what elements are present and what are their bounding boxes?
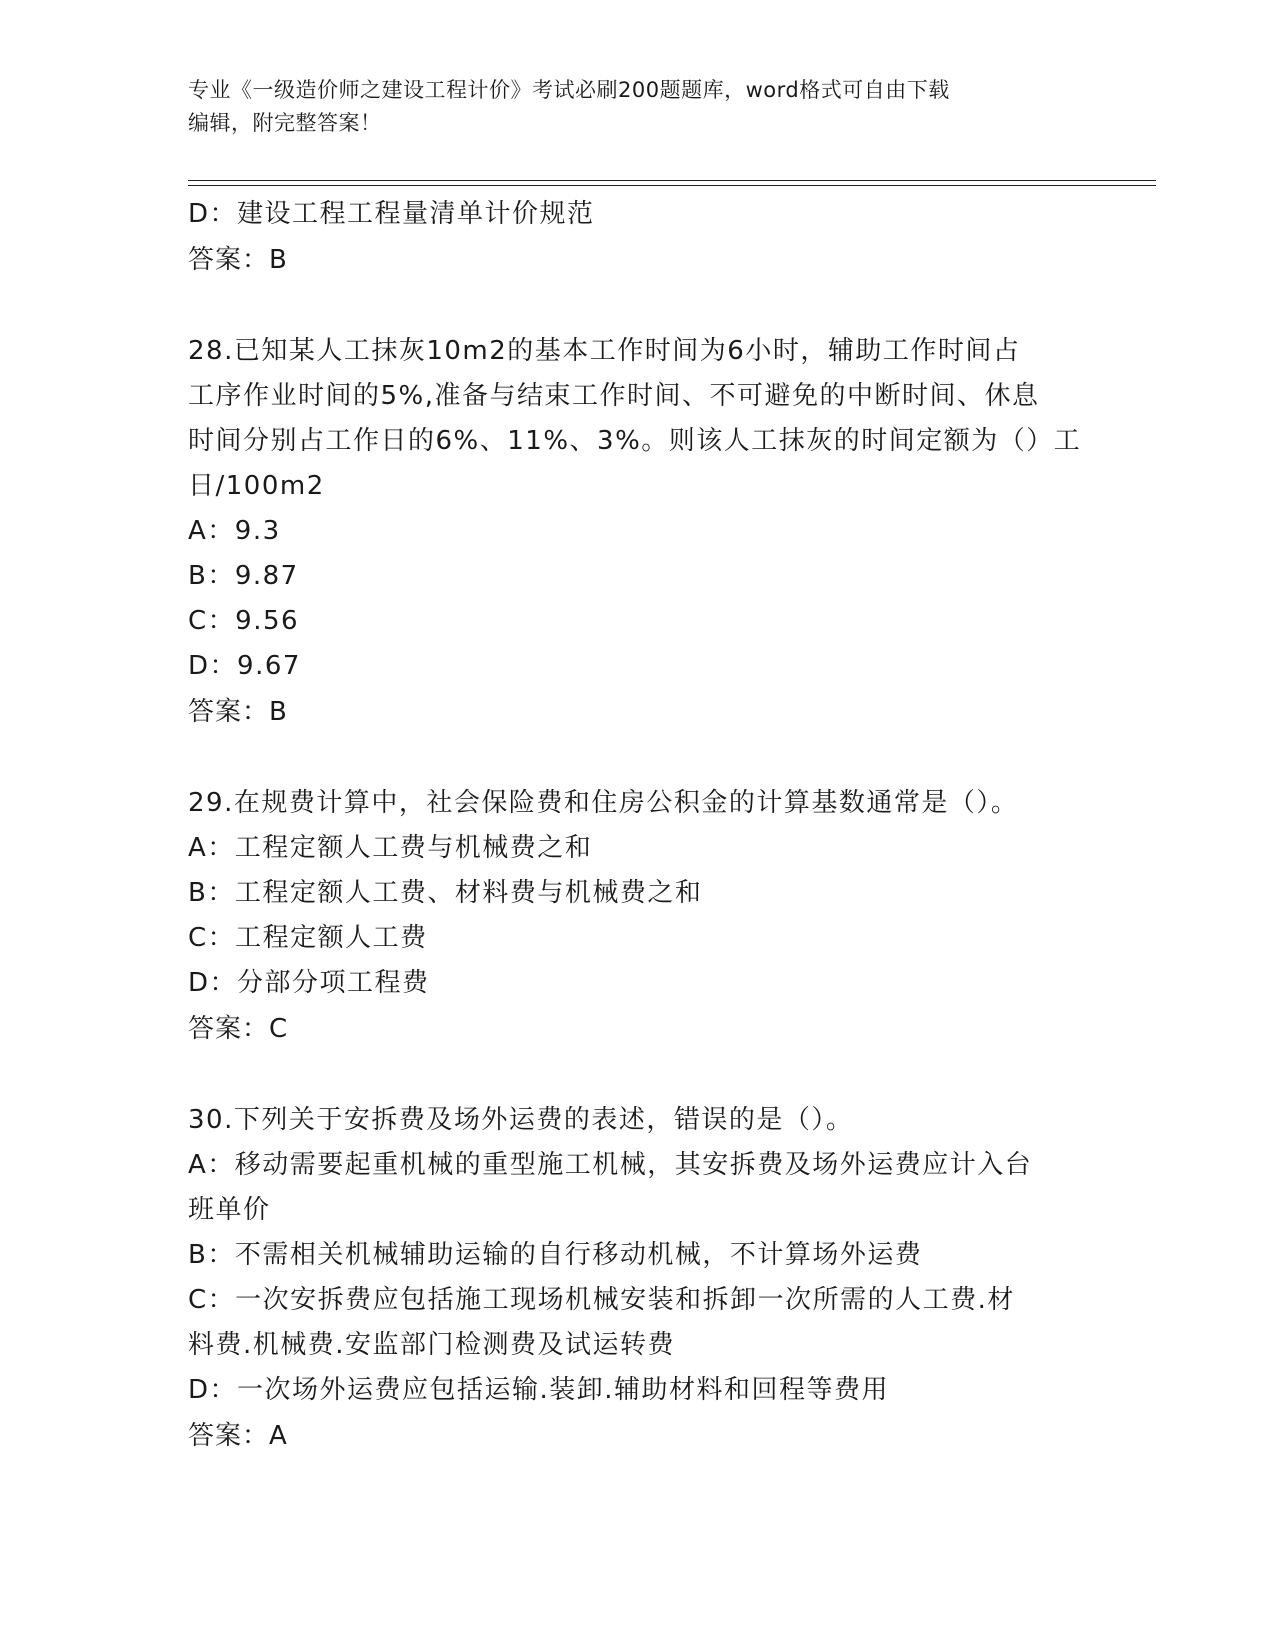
question-text-line: 工序作业时间的5%,准备与结束工作时间、不可避免的中断时间、休息 bbox=[188, 381, 1040, 411]
header-line-2: 编辑，附完整答案！ bbox=[188, 111, 382, 135]
question-27-tail bbox=[188, 192, 1088, 283]
question-29 bbox=[188, 781, 1088, 1052]
spacer bbox=[188, 735, 1088, 781]
header-divider-bottom bbox=[188, 185, 1156, 186]
option-d: D：分部分项工程费 bbox=[188, 968, 430, 998]
answer-line: 答案：B bbox=[188, 245, 288, 275]
option-a: A：9.3 bbox=[188, 516, 281, 546]
option-a-continued: 班单价 bbox=[188, 1195, 271, 1225]
document-header bbox=[188, 74, 1088, 140]
header-line-1: 专业《一级造价师之建设工程计价》考试必刷200题题库，word格式可自由下载 bbox=[188, 78, 950, 102]
option-d: D：9.67 bbox=[188, 651, 301, 681]
question-text-line: 28.已知某人工抹灰10m2的基本工作时间为6小时，辅助工作时间占 bbox=[188, 336, 1021, 366]
option-b: B：不需相关机械辅助运输的自行移动机械，不计算场外运费 bbox=[188, 1240, 923, 1270]
answer-line: 答案：A bbox=[188, 1421, 288, 1451]
option-a: A：工程定额人工费与机械费之和 bbox=[188, 833, 593, 863]
question-28 bbox=[188, 329, 1088, 735]
option-c: C：工程定额人工费 bbox=[188, 923, 428, 953]
option-c: C：9.56 bbox=[188, 606, 300, 636]
option-a: A：移动需要起重机械的重型施工机械，其安拆费及场外运费应计入台 bbox=[188, 1150, 1033, 1180]
option-d: D：一次场外运费应包括运输.装卸.辅助材料和回程等费用 bbox=[188, 1375, 890, 1405]
option-c: C：一次安拆费应包括施工现场机械安装和拆卸一次所需的人工费.材 bbox=[188, 1285, 1015, 1315]
question-text-line: 30.下列关于安拆费及场外运费的表述，错误的是（）。 bbox=[188, 1105, 854, 1135]
option-b: B：9.87 bbox=[188, 561, 299, 591]
question-text-line: 29.在规费计算中，社会保险费和住房公积金的计算基数通常是（）。 bbox=[188, 788, 1019, 818]
question-30 bbox=[188, 1098, 1088, 1459]
question-text-line: 日/100m2 bbox=[188, 471, 325, 501]
question-text-line: 时间分别占工作日的6%、11%、3%。则该人工抹灰的时间定额为（）工 bbox=[188, 426, 1082, 456]
spacer bbox=[188, 1052, 1088, 1098]
answer-line: 答案：B bbox=[188, 697, 288, 727]
option-c-continued: 料费.机械费.安监部门检测费及试运转费 bbox=[188, 1330, 676, 1360]
option-b: B：工程定额人工费、材料费与机械费之和 bbox=[188, 878, 703, 908]
option-d: D：建设工程工程量清单计价规范 bbox=[188, 199, 595, 229]
header-divider-top bbox=[188, 180, 1156, 181]
answer-line: 答案：C bbox=[188, 1014, 289, 1044]
document-body bbox=[188, 192, 1088, 1459]
spacer bbox=[188, 283, 1088, 329]
